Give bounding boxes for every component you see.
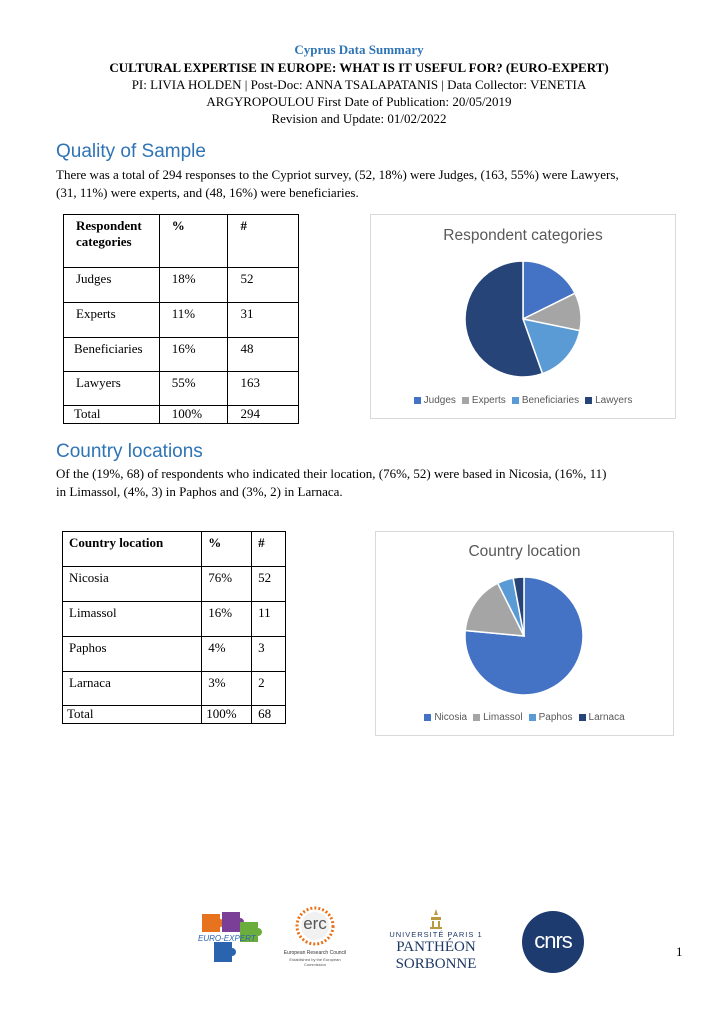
legend-label: Limassol: [483, 712, 523, 723]
legend-item: [473, 712, 522, 723]
respondent-chart: [370, 214, 676, 419]
table-cell: 18%: [159, 268, 228, 303]
table-cell: 2: [252, 672, 286, 706]
erc-text: erc: [303, 914, 327, 933]
location-paragraph-line-1: Of the (19%, 68) of respondents who indicated their location, (76%, 52) were based in Nicosia, (16%, 11): [56, 466, 607, 481]
legend-swatch: [473, 714, 480, 721]
legend-label: Lawyers: [595, 395, 633, 406]
quality-paragraph-line-2: (31, 11%) were experts, and (48, 16%) were beneficiaries.: [56, 184, 359, 200]
legend-swatch: [414, 397, 421, 404]
legend-item: [512, 395, 579, 406]
chart-legend: [371, 395, 675, 406]
table-row: [64, 303, 299, 338]
legend-item: [424, 712, 467, 723]
quality-paragraph: [56, 166, 686, 201]
legend-swatch: [462, 397, 469, 404]
quality-heading: Quality of Sample: [56, 141, 206, 162]
credits-line-1: PI: LIVIA HOLDEN | Post-Doc: ANNA TSALAPATANIS | Data Collector: VENETIA: [131, 77, 587, 92]
table-row: [64, 338, 299, 372]
pantheon-sorbonne-logo: [356, 908, 516, 972]
table-header-cell: %: [159, 215, 228, 268]
legend-label: Beneficiaries: [521, 395, 580, 406]
legend-swatch: [512, 397, 519, 404]
table-header-cell: Country location: [63, 532, 202, 567]
legend-swatch: [579, 714, 586, 721]
table-total-row: [64, 406, 299, 424]
credits-line-2: ARGYROPOULOU First Date of Publication: 20/05/2019: [206, 94, 512, 109]
euro-expert-text: EURO-EXPERT: [198, 934, 256, 943]
quality-paragraph-line-1: There was a total of 294 responses to the Cypriot survey, (52, 18%) were Judges, (163, 55%) were Lawyers,: [56, 167, 619, 182]
table-total-row: [63, 706, 286, 724]
location-table: [62, 531, 286, 724]
table-cell: 294: [228, 406, 299, 424]
table-cell: Beneficiaries: [64, 338, 160, 372]
table-cell: 52: [252, 567, 286, 602]
table-cell: Judges: [64, 268, 160, 303]
table-cell: 163: [228, 372, 299, 406]
location-pie-chart: [376, 532, 673, 735]
table-cell: 31: [228, 303, 299, 338]
table-cell: Larnaca: [63, 672, 202, 706]
table-cell: Lawyers: [64, 372, 160, 406]
table-cell: 48: [228, 338, 299, 372]
table-cell: 4%: [202, 637, 252, 672]
respondent-table: [63, 214, 299, 424]
table-cell: Nicosia: [63, 567, 202, 602]
table-cell: 68: [252, 706, 286, 724]
erc-logo: [282, 904, 348, 970]
location-heading: Country locations: [56, 441, 203, 462]
table-cell: 16%: [159, 338, 228, 372]
table-header-cell: #: [252, 532, 286, 567]
table-cell: Total: [64, 406, 160, 424]
table-cell: 76%: [202, 567, 252, 602]
legend-item: [414, 395, 456, 406]
chart-legend: [376, 712, 673, 723]
chart-title: Country location: [468, 543, 581, 560]
location-paragraph-line-2: in Limassol, (4%, 3) in Paphos and (3%, 2) in Larnaca.: [56, 483, 343, 499]
document-title: Cyprus Data Summary: [294, 42, 424, 57]
table-header-row: [63, 532, 286, 567]
table-row: [63, 637, 286, 672]
legend-item: [585, 395, 632, 406]
respondent-pie-chart: [371, 215, 675, 418]
table-row: [64, 372, 299, 406]
legend-label: Judges: [423, 395, 456, 406]
legend-label: Larnaca: [588, 712, 625, 723]
legend-item: [579, 712, 625, 723]
table-cell: Limassol: [63, 602, 202, 637]
table-row: [64, 268, 299, 303]
erc-subtitle-2: Established by the European Commission: [289, 957, 341, 967]
table-cell: Experts: [64, 303, 160, 338]
table-cell: 16%: [202, 602, 252, 637]
table-header-cell: Respondent categories: [64, 215, 160, 268]
euro-expert-logo: [196, 908, 272, 970]
table-row: [63, 602, 286, 637]
legend-swatch: [424, 714, 431, 721]
table-row: [63, 672, 286, 706]
table-header-row: [64, 215, 299, 268]
erc-subtitle: European Research Council: [283, 950, 347, 956]
table-cell: 3%: [202, 672, 252, 706]
table-cell: 55%: [159, 372, 228, 406]
table-cell: 52: [228, 268, 299, 303]
table-header-cell: %: [202, 532, 252, 567]
legend-label: Paphos: [538, 712, 573, 723]
table-cell: Total: [63, 706, 202, 724]
location-paragraph: [56, 465, 686, 500]
table-cell: 11: [252, 602, 286, 637]
legend-label: Nicosia: [434, 712, 468, 723]
university-name: UNIVERSITÉ PARIS 1: [389, 930, 483, 939]
pantheon-emblem-icon: [426, 908, 446, 930]
chart-title: Respondent categories: [443, 227, 603, 244]
cnrs-logo: [522, 911, 584, 973]
table-cell: 11%: [159, 303, 228, 338]
cnrs-text: cnrs: [534, 928, 572, 953]
legend-item: [529, 712, 573, 723]
table-cell: Paphos: [63, 637, 202, 672]
legend-label: Experts: [471, 395, 506, 406]
location-chart: [375, 531, 674, 736]
table-row: [63, 567, 286, 602]
table-cell: 3: [252, 637, 286, 672]
legend-swatch: [529, 714, 536, 721]
pantheon-sorbonne-text: PANTHÉON SORBONNE: [395, 939, 477, 972]
page-number: 1: [676, 944, 683, 959]
revision-date: Revision and Update: 01/02/2022: [271, 111, 447, 126]
table-header-cell: #: [228, 215, 299, 268]
legend-item: [462, 395, 506, 406]
legend-swatch: [585, 397, 592, 404]
table-cell: 100%: [159, 406, 228, 424]
project-title: CULTURAL EXPERTISE IN EUROPE: WHAT IS IT USEFUL FOR? (EURO-EXPERT): [109, 60, 609, 75]
table-cell: 100%: [202, 706, 252, 724]
